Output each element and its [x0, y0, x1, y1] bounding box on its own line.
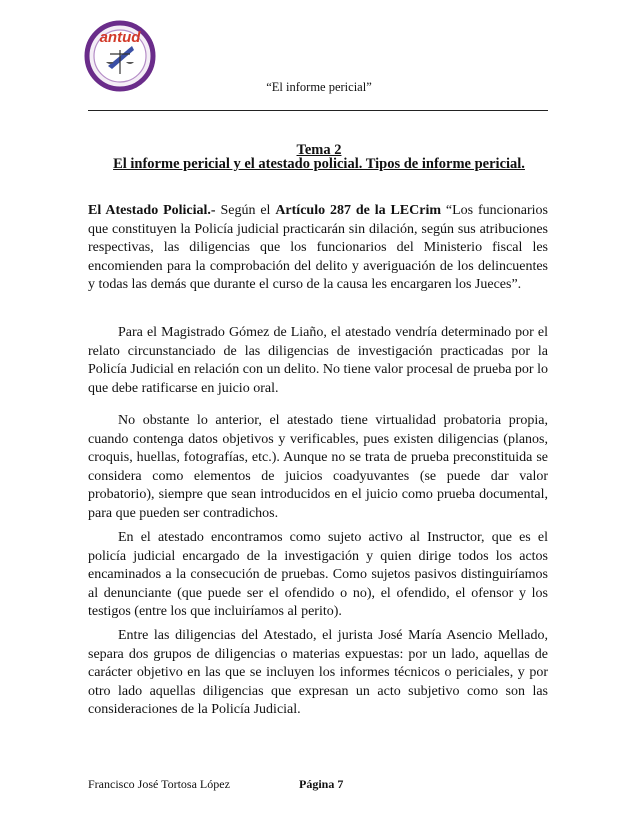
- logo-text: antud: [99, 29, 141, 46]
- page-number: Página 7: [299, 777, 344, 791]
- header-divider: [88, 110, 548, 111]
- tema-heading: Tema 2: [296, 142, 342, 158]
- paragraph-lead: El Atestado Policial.-: [88, 203, 216, 218]
- footer-author: Francisco José Tortosa López: [88, 777, 230, 791]
- chapter-subtitle: El informe pericial y el atestado policial. Tipos de informe pericial.: [113, 156, 525, 172]
- paragraph-virtualidad-probatoria: No obstante lo anterior, el atestado tiene virtualidad probatoria propia, cuando contenga datos objetivos y verificables, pues existen diligencias (planos, croquis, huellas, fotografías, etc.). Aunque no se trata de prueba preconstituida se considera como elementos de juicios coadyuvantes (se puede dar valor probatorio), siempre que sean introducidos en el juicio como prueba documental, para que pueden ser contradichos.: [88, 413, 548, 521]
- paragraph-gomez-de-liano: Para el Magistrado Gómez de Liaño, el atestado vendría determinado por el relato circunstanciado de las diligencias de investigación practicadas por la Policía Judicial en relación con un delito. No tiene valor procesal de prueba por lo que debe ratificarse en juicio oral.: [88, 325, 548, 396]
- paragraph-atestado: [88, 202, 548, 295]
- paragraph-text: “Los funcionarios que constituyen la Policía judicial practicarán sin dilación, según sus atribuciones respectivas, las diligencias que los funcionarios del Ministerio fiscal les encomienden para la comprobación del delito y averiguación de los delincuentes y todas las demás que durante el curso de la causa les encargaren los Jueces”.: [88, 203, 548, 293]
- paragraph-sujetos: En el atestado encontramos como sujeto activo al Instructor, que es el policía judicial encargado de la investigación y quien dirige todos los actos encaminados a la consecución de pruebas. Como sujetos pasivos distinguiríamos al denunciante (que puede ser el ofendido o no), el ofendido, el ofensor y los testigos (entre los que incluiríamos al perito).: [88, 530, 548, 620]
- paragraph-text: Según el: [215, 203, 276, 218]
- header-title: “El informe pericial”: [266, 80, 372, 94]
- paragraph-diligencias: Entre las diligencias del Atestado, el jurista José María Asencio Mellado, separa dos grupos de diligencias o materias expuestas: por un lado, aquellas de carácter objetivo en las que se incluyen los informes técnicos o periciales, y por otro lado aquellas diligencias que expresan un acto subjetivo como son las consideraciones de la Policía Judicial.: [88, 628, 548, 718]
- article-reference: Artículo 287 de la LECrim: [275, 203, 442, 218]
